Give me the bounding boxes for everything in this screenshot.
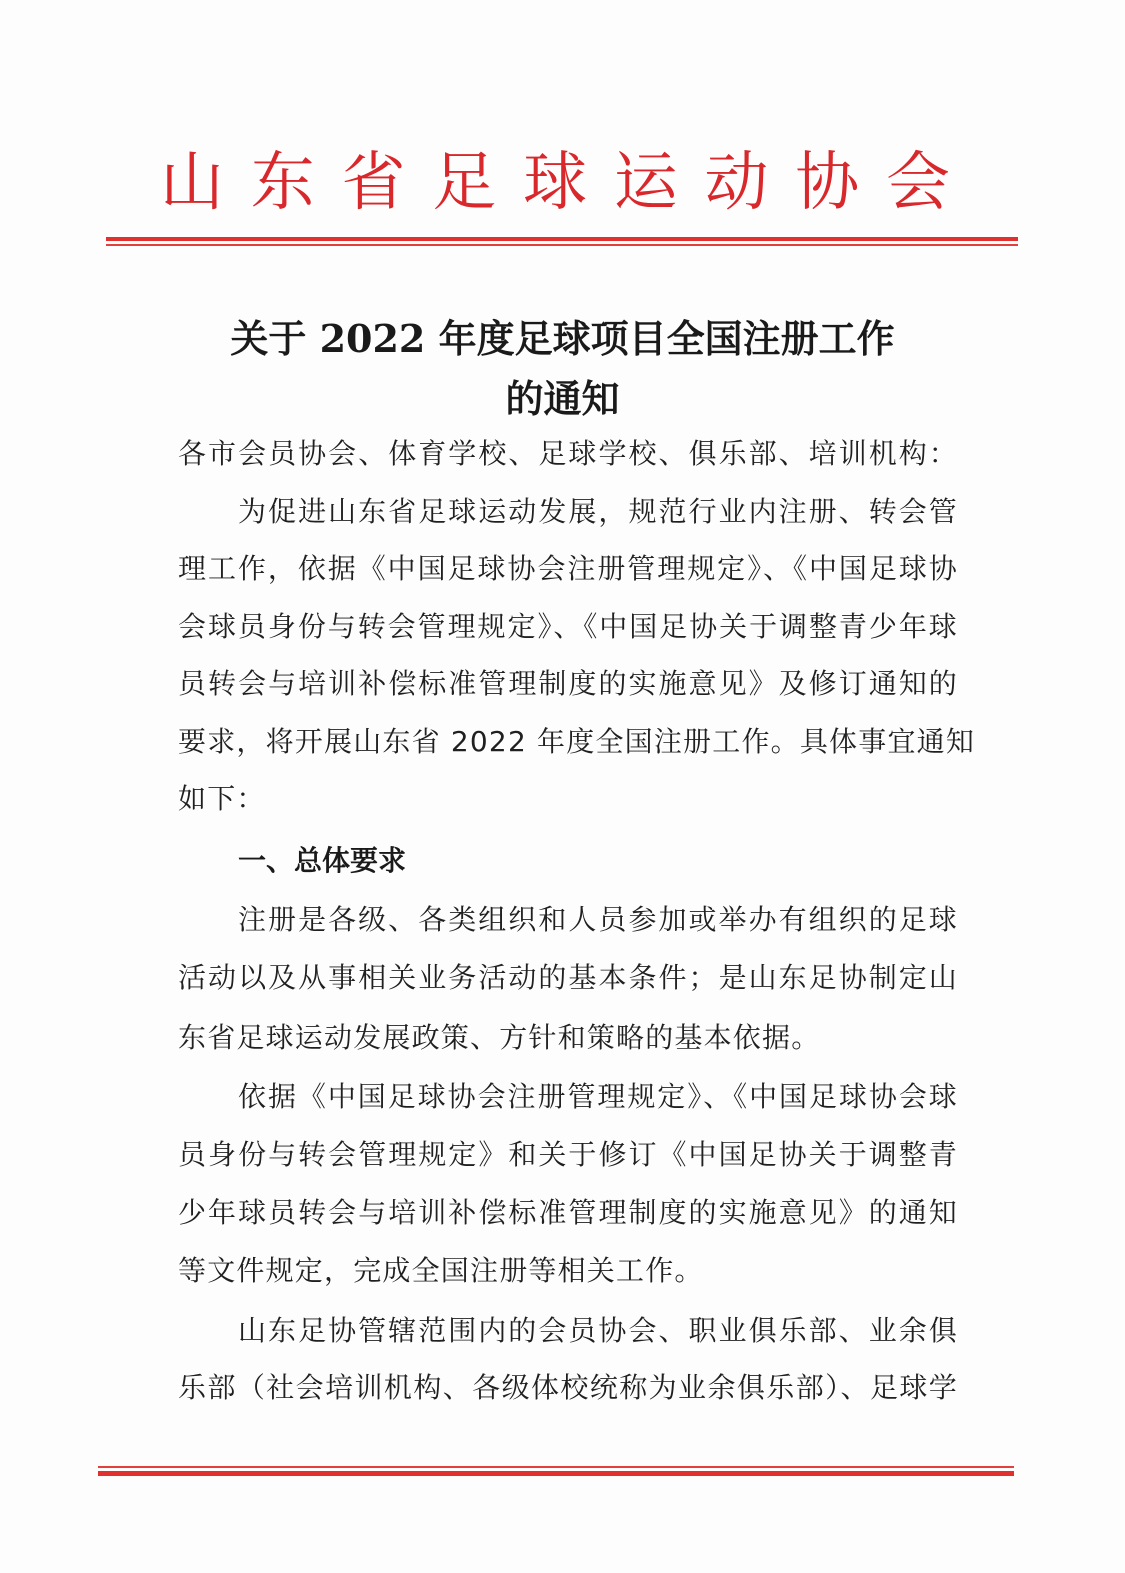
- letterhead-char: 协: [795, 146, 860, 220]
- letterhead-char: 动: [704, 146, 769, 220]
- intro-line: 理工作，依据《中国足球协会注册管理规定》、《中国足球协: [178, 552, 958, 585]
- document-title-line-1: 关于 2022 年度足球项目全国注册工作: [230, 316, 895, 361]
- letterhead-char: 东: [250, 146, 315, 220]
- letterhead-char: 球: [523, 146, 587, 220]
- header-rule-thin: [106, 244, 1018, 246]
- section-1-para-2-line: 依据《中国足球协会注册管理规定》、《中国足球协会球: [238, 1080, 958, 1113]
- intro-line: 如下：: [178, 782, 266, 815]
- section-1-para-1-line: 注册是各级、各类组织和人员参加或举办有组织的足球: [238, 903, 958, 936]
- letterhead-char: 山: [160, 146, 224, 220]
- footer-rule-thick: [98, 1471, 1014, 1476]
- intro-line: 要求，将开展山东省 2022 年度全国注册工作。具体事宜通知: [178, 725, 976, 758]
- document-title-line-2: 的通知: [505, 376, 620, 421]
- section-1-para-1-line: 活动以及从事相关业务活动的基本条件；是山东足协制定山: [178, 961, 958, 994]
- letterhead-char: 会: [886, 146, 950, 220]
- section-1-para-1-line: 东省足球运动发展政策、方针和策略的基本依据。: [178, 1021, 821, 1054]
- salutation: 各市会员协会、体育学校、足球学校、俱乐部、培训机构：: [178, 437, 958, 470]
- footer-rule-thin: [98, 1466, 1014, 1468]
- letterhead-char: 运: [613, 146, 678, 220]
- header-rule-thick: [106, 237, 1018, 241]
- intro-line: 会球员身份与转会管理规定》、《中国足协关于调整青少年球: [178, 610, 958, 643]
- letterhead-char: 省: [341, 146, 406, 220]
- section-1-para-2-line: 少年球员转会与培训补偿标准管理制度的实施意见》的通知: [178, 1196, 958, 1229]
- intro-line: 为促进山东省足球运动发展，规范行业内注册、转会管: [238, 495, 958, 528]
- letterhead-org-name: [160, 138, 950, 228]
- section-1-para-2-line: 员身份与转会管理规定》和关于修订《中国足协关于调整青: [178, 1138, 958, 1171]
- letterhead-char: 足: [432, 146, 497, 220]
- section-1-para-3-line: 山东足协管辖范围内的会员协会、职业俱乐部、业余俱: [238, 1314, 958, 1347]
- intro-line: 员转会与培训补偿标准管理制度的实施意见》及修订通知的: [178, 667, 958, 700]
- section-1-para-3-line: 乐部（社会培训机构、各级体校统称为业余俱乐部）、足球学: [178, 1371, 958, 1404]
- section-1-para-2-line: 等文件规定，完成全国注册等相关工作。: [178, 1254, 704, 1287]
- section-heading: 一、总体要求: [238, 844, 407, 877]
